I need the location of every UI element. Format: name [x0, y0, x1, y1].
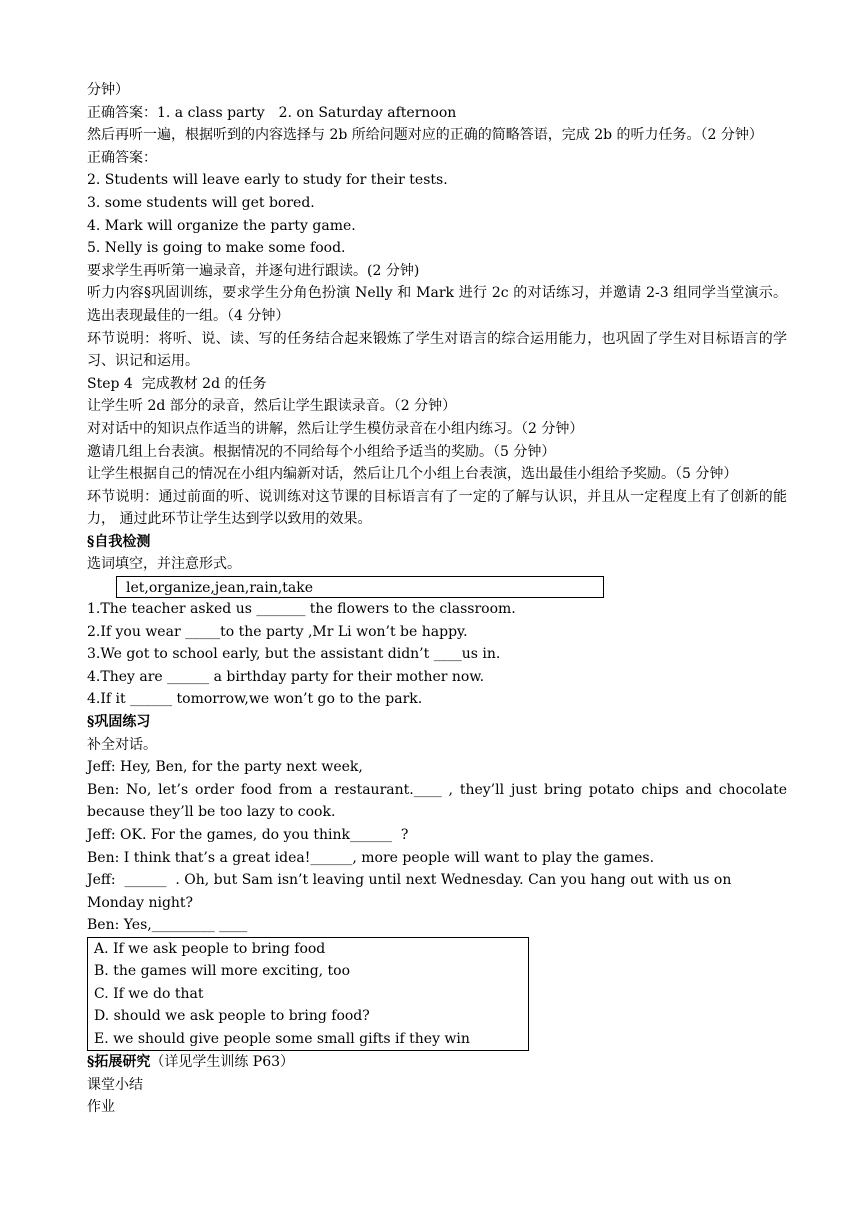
exercise-item: 2.If you wear _____to the party ,Mr Li won’t be happy. [87, 623, 468, 640]
note-paragraph: 环节说明：通过前面的听、说训练对这节课的目标语言有了一定的了解与认识，并且从一定程度上有了创新的能力， 通过此环节让学生达到学以致用的效果。 [87, 488, 787, 528]
answer-label: 正确答案： [87, 149, 157, 166]
instruction-line: 对对话中的知识点作适当的讲解，然后让学生模仿录音在小组内练习。（2 分钟） [87, 420, 584, 437]
option-item: C. If we do that [94, 985, 204, 1002]
dialogue-line: Ben: I think that’s a great idea!______, more people will want to play the games. [87, 849, 655, 866]
word-box: let,organize,jean,rain,take [116, 576, 604, 598]
practice-heading: §巩固练习 [87, 714, 151, 731]
note-paragraph: 环节说明：将听、说、读、写的任务结合起来锻炼了学生对语言的综合运用能力，也巩固了学生对目标语言的学习、识记和运用。 [87, 330, 787, 370]
self-check-heading: §自我检测 [87, 533, 151, 550]
exercise-item: 1.The teacher asked us _______ the flowers to the classroom. [87, 601, 516, 618]
document-page [87, 79, 787, 1119]
extension-heading: §拓展研究 [87, 1054, 151, 1070]
instruction-line: 让学生根据自己的情况在小组内编新对话，然后让几个小组上台表演，选出最佳小组给予奖励。（5 分钟） [87, 466, 738, 483]
option-item: E. we should give people some small gifts if they win [94, 1030, 470, 1047]
options-box [87, 937, 529, 1051]
answer-item: 4. Mark will organize the party game. [87, 217, 356, 234]
dialogue-line: Ben: No, let’s order food from a restaurant.____ , they’ll just bring potato chips and chocolate because they’ll be too lazy to cook. [87, 781, 787, 821]
answer-item: 5. Nelly is going to make some food. [87, 240, 346, 257]
instruction-line: 邀请几组上台表演。根据情况的不同给每个小组给予适当的奖励。（5 分钟） [87, 443, 556, 460]
dialogue-line: Ben: Yes,_________ ____ [87, 917, 248, 934]
answer-item: 2. Students will leave early to study for their tests. [87, 172, 448, 189]
practice-instruction: 补全对话。 [87, 736, 157, 753]
dialogue-line: Jeff: Hey, Ben, for the party next week, [87, 759, 363, 776]
answer-item: 3. some students will get bored. [87, 194, 315, 211]
option-item: A. If we ask people to bring food [94, 940, 326, 957]
homework-label: 作业 [87, 1099, 115, 1116]
dialogue-line: Jeff: ______ . Oh, but Sam isn’t leaving until next Wednesday. Can you hang out with us on Monday night? [87, 872, 736, 911]
exercise-item: 4.If it ______ tomorrow,we won’t go to the park. [87, 691, 423, 708]
dialogue-line: Jeff: OK. For the games, do you think______ ? [87, 827, 409, 843]
instruction-paragraph: 然后再听一遍，根据听到的内容选择与 2b 所给问题对应的正确的简略答语，完成 2b 的听力任务。（2 分钟） [87, 127, 763, 144]
summary-label: 课堂小结 [87, 1076, 143, 1093]
step-heading: Step 4 完成教材 2d 的任务 [87, 375, 267, 392]
extension-note: （详见学生训练 P63） [150, 1054, 295, 1070]
exercise-item: 3.We got to school early, but the assistant didn’t ____us in. [87, 646, 501, 663]
option-item: D. should we ask people to bring food? [94, 1008, 370, 1025]
text-line: 分钟） [87, 82, 129, 98]
instruction-paragraph: 听力内容§巩固训练，要求学生分角色扮演 Nelly 和 Mark 进行 2c 的对话练习，并邀请 2-3 组同学当堂演示。选出表现最佳的一组。（4 分钟） [87, 285, 787, 324]
answer-line: 正确答案：1. a class party 2. on Saturday afternoon [87, 104, 457, 121]
extension-line [87, 1051, 787, 1074]
instruction-line: 要求学生再听第一遍录音，并逐句进行跟读。(2 分钟) [87, 262, 420, 279]
self-check-instruction: 选词填空，并注意形式。 [87, 556, 241, 573]
exercise-item: 4.They are ______ a birthday party for their mother now. [87, 668, 485, 685]
option-item: B. the games will more exciting, too [94, 963, 351, 980]
instruction-line: 让学生听 2d 部分的录音，然后让学生跟读录音。（2 分钟） [87, 398, 457, 415]
